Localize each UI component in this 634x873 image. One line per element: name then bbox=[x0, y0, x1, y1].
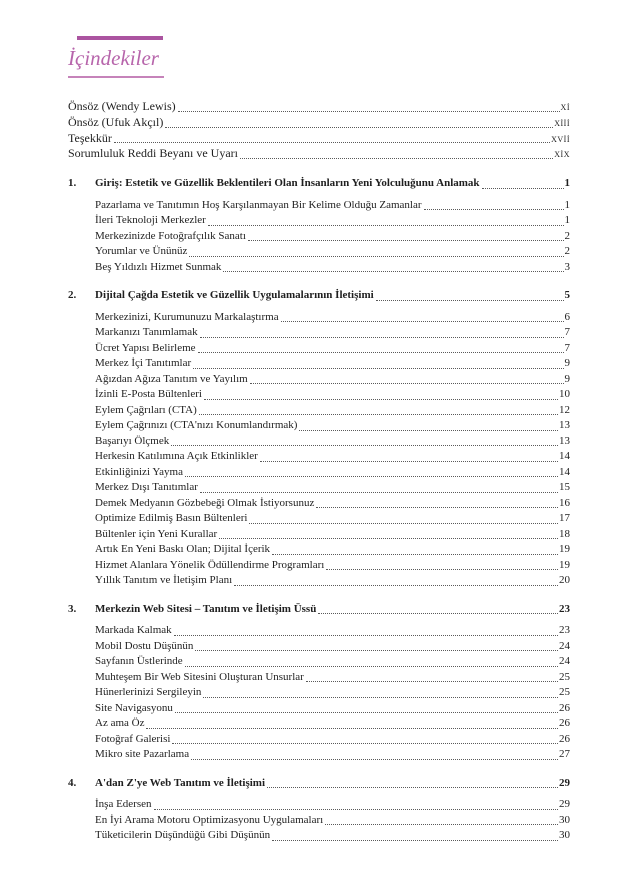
toc-entry-label: En İyi Arama Motoru Optimizasyonu Uygulamaları bbox=[95, 813, 324, 826]
toc-entry-page: 20 bbox=[559, 574, 570, 587]
toc-entry-label: Mobil Dostu Düşünün bbox=[95, 639, 194, 652]
dot-leader bbox=[185, 476, 558, 477]
dot-leader bbox=[191, 759, 558, 760]
dot-leader bbox=[193, 368, 563, 369]
dot-leader bbox=[240, 158, 553, 159]
chapter-title: Merkezin Web Sitesi – Tanıtım ve İletişim Üssü bbox=[95, 602, 317, 615]
toc-entry-label: Bültenler için Yeni Kurallar bbox=[95, 527, 218, 540]
dot-leader bbox=[325, 824, 558, 825]
toc-entry-page: 18 bbox=[559, 527, 570, 540]
toc-entry bbox=[95, 356, 570, 372]
chapter-page: 1 bbox=[564, 177, 570, 190]
toc-entry-label: Başarıyı Ölçmek bbox=[95, 434, 170, 447]
toc-entry-label: Muhteşem Bir Web Sitesini Oluşturan Unsurlar bbox=[95, 670, 304, 683]
toc-entry bbox=[95, 213, 570, 229]
toc-entry-label: Hizmet Alanlara Yönelik Ödüllendirme Programları bbox=[95, 558, 325, 571]
toc-entry-label: Önsöz (Wendy Lewis) bbox=[68, 99, 176, 114]
toc-entry bbox=[68, 115, 570, 131]
toc-entry-page: 24 bbox=[559, 655, 570, 668]
toc-entry-label: Teşekkür bbox=[68, 130, 112, 145]
toc-entry-label: Yorumlar ve Ününüz bbox=[95, 245, 188, 258]
front-matter-list bbox=[68, 99, 570, 162]
dot-leader bbox=[178, 111, 560, 112]
chapter-block bbox=[68, 176, 570, 275]
chapter-block bbox=[68, 776, 570, 844]
toc-entry bbox=[95, 670, 570, 686]
toc-entry-label: Mikro site Pazarlama bbox=[95, 748, 190, 761]
toc-entry-label: Az ama Öz bbox=[95, 717, 145, 730]
dot-leader bbox=[172, 743, 558, 744]
chapter-heading-row bbox=[68, 776, 570, 792]
toc-entry-page: 14 bbox=[559, 450, 570, 463]
chapter-list bbox=[68, 176, 570, 844]
toc-entry-page: 17 bbox=[559, 512, 570, 525]
chapter-sections bbox=[95, 310, 570, 589]
toc-entry bbox=[95, 325, 570, 341]
dot-leader bbox=[306, 681, 558, 682]
toc-entry bbox=[95, 511, 570, 527]
toc-entry-label: Merkez Dışı Tanıtımlar bbox=[95, 481, 198, 494]
dot-leader bbox=[267, 787, 558, 788]
toc-entry-label: Optimize Edilmiş Basın Bültenleri bbox=[95, 512, 248, 525]
toc-entry-label: Yıllık Tanıtım ve İletişim Planı bbox=[95, 574, 233, 587]
chapter-number: 2. bbox=[68, 289, 77, 302]
toc-entry-page: 9 bbox=[564, 372, 570, 385]
toc-entry-page: 2 bbox=[564, 229, 570, 242]
toc-entry-label: Merkezinizi, Kurumunuzu Markalaştırma bbox=[95, 310, 279, 323]
dot-leader bbox=[200, 337, 564, 338]
chapter-title: Giriş: Estetik ve Güzellik Beklentileri Olan İnsanların Yeni Yolculuğunu Anlamak bbox=[95, 177, 480, 190]
toc-entry bbox=[95, 434, 570, 450]
dot-leader bbox=[198, 352, 564, 353]
toc-entry-label: İleri Teknoloji Merkezler bbox=[95, 214, 206, 227]
toc-entry-label: Herkesin Katılımına Açık Etkinlikler bbox=[95, 450, 258, 463]
toc-entry-page: 13 bbox=[559, 434, 570, 447]
toc-entry-page: 19 bbox=[559, 558, 570, 571]
toc-entry-label: Sorumluluk Reddi Beyanı ve Uyarı bbox=[68, 146, 238, 161]
toc-entry-label: Merkez İçi Tanıtımlar bbox=[95, 357, 192, 370]
toc-entry-label: Demek Medyanın Gözbebeği Olmak İstiyorsunuz bbox=[95, 496, 315, 509]
dot-leader bbox=[482, 188, 564, 189]
toc-entry-page: 30 bbox=[559, 829, 570, 842]
toc-entry bbox=[95, 244, 570, 260]
dot-leader bbox=[234, 585, 558, 586]
toc-entry bbox=[95, 480, 570, 496]
dot-leader bbox=[175, 712, 558, 713]
toc-entry-page: 9 bbox=[564, 357, 570, 370]
dot-leader bbox=[199, 414, 558, 415]
toc-entry-page: xiii bbox=[554, 114, 570, 129]
dot-leader bbox=[249, 523, 558, 524]
dot-leader bbox=[248, 240, 564, 241]
dot-leader bbox=[154, 809, 558, 810]
toc-entry-label: Merkezinizde Fotoğrafçılık Sanatı bbox=[95, 229, 246, 242]
toc-entry-page: 25 bbox=[559, 686, 570, 699]
toc-entry-label: Ücret Yapısı Belirleme bbox=[95, 341, 196, 354]
toc-entry-label: Fotoğraf Galerisi bbox=[95, 732, 171, 745]
toc-entry-page: 24 bbox=[559, 639, 570, 652]
page-title: İçindekiler bbox=[68, 45, 164, 78]
toc-entry-page: 10 bbox=[559, 388, 570, 401]
toc-entry bbox=[68, 131, 570, 147]
toc-entry-page: 26 bbox=[559, 717, 570, 730]
dot-leader bbox=[281, 321, 564, 322]
dot-leader bbox=[204, 399, 558, 400]
toc-entry-page: 25 bbox=[559, 670, 570, 683]
masthead bbox=[68, 36, 164, 78]
toc-entry-label: Artık En Yeni Baskı Olan; Dijital İçerik bbox=[95, 543, 271, 556]
dot-leader bbox=[223, 271, 563, 272]
toc-entry-label: Markada Kalmak bbox=[95, 624, 172, 637]
dot-leader bbox=[272, 554, 558, 555]
chapter-number: 4. bbox=[68, 776, 77, 789]
toc-entry-page: 7 bbox=[564, 326, 570, 339]
toc-entry-label: Site Navigasyonu bbox=[95, 701, 173, 714]
dot-leader bbox=[195, 650, 558, 651]
toc-entry-page: 14 bbox=[559, 465, 570, 478]
toc-entry bbox=[95, 310, 570, 326]
dot-leader bbox=[185, 666, 558, 667]
toc-entry bbox=[95, 527, 570, 543]
chapter-sections bbox=[95, 198, 570, 276]
dot-leader bbox=[200, 492, 558, 493]
dot-leader bbox=[326, 569, 558, 570]
chapter-title: Dijital Çağda Estetik ve Güzellik Uygulamalarının İletişimi bbox=[95, 289, 374, 302]
chapter-title: A'dan Z'ye Web Tanıtım ve İletişimi bbox=[95, 776, 266, 789]
toc-entry-label: Pazarlama ve Tanıtımın Hoş Karşılanmayan Bir Kelime Olduğu Zamanlar bbox=[95, 198, 422, 211]
toc-entry-page: 19 bbox=[559, 543, 570, 556]
toc-entry bbox=[95, 403, 570, 419]
chapter-heading-row bbox=[68, 288, 570, 304]
toc-entry-page: 16 bbox=[559, 496, 570, 509]
dot-leader bbox=[174, 635, 558, 636]
chapter-sections bbox=[95, 623, 570, 763]
dot-leader bbox=[250, 383, 564, 384]
toc-entry bbox=[95, 229, 570, 245]
toc-entry bbox=[95, 449, 570, 465]
toc-entry-label: Eylem Çağrınızı (CTA'nızı Konumlandırmak) bbox=[95, 419, 298, 432]
toc-entry-page: 7 bbox=[564, 341, 570, 354]
toc-entry-label: Etkinliğinizi Yayma bbox=[95, 465, 183, 478]
dot-leader bbox=[171, 445, 558, 446]
toc-entry bbox=[95, 623, 570, 639]
dot-leader bbox=[316, 507, 558, 508]
dot-leader bbox=[272, 840, 558, 841]
chapter-page: 29 bbox=[559, 776, 570, 789]
masthead-accent-bar bbox=[77, 36, 163, 40]
dot-leader bbox=[260, 461, 558, 462]
chapter-heading-row bbox=[68, 602, 570, 618]
toc-entry-label: Markanızı Tanımlamak bbox=[95, 326, 198, 339]
toc-entry bbox=[95, 465, 570, 481]
toc-entry-label: Beş Yıldızlı Hizmet Sunmak bbox=[95, 260, 222, 273]
toc-entry-label: İnşa Edersen bbox=[95, 798, 152, 811]
toc-entry-page: 27 bbox=[559, 748, 570, 761]
toc-entry-page: 26 bbox=[559, 732, 570, 745]
toc-entry-page: xi bbox=[560, 99, 570, 114]
dot-leader bbox=[376, 300, 564, 301]
toc-entry bbox=[95, 639, 570, 655]
toc-entry-label: Önsöz (Ufuk Akçıl) bbox=[68, 114, 164, 129]
toc-entry-page: 1 bbox=[564, 198, 570, 211]
toc-entry-label: Tüketicilerin Düşündüğü Gibi Düşünün bbox=[95, 829, 271, 842]
toc-entry bbox=[95, 701, 570, 717]
chapter-block bbox=[68, 602, 570, 763]
toc-entry bbox=[95, 496, 570, 512]
toc-entry-label: Ağızdan Ağıza Tanıtım ve Yayılım bbox=[95, 372, 248, 385]
toc-entry bbox=[95, 387, 570, 403]
toc-entry-page: 26 bbox=[559, 701, 570, 714]
toc-entry bbox=[95, 260, 570, 276]
toc-entry-page: xix bbox=[554, 146, 570, 161]
toc-entry bbox=[95, 654, 570, 670]
toc-entry-label: Eylem Çağrıları (CTA) bbox=[95, 403, 197, 416]
toc-entry bbox=[68, 146, 570, 162]
toc-entry bbox=[68, 99, 570, 115]
toc-entry bbox=[95, 542, 570, 558]
toc-entry bbox=[95, 372, 570, 388]
toc-entry-page: 1 bbox=[564, 214, 570, 227]
toc-entry bbox=[95, 198, 570, 214]
chapter-heading-row bbox=[68, 176, 570, 192]
dot-leader bbox=[424, 209, 564, 210]
chapter-sections bbox=[95, 797, 570, 844]
toc-entry-label: İzinli E-Posta Bültenleri bbox=[95, 388, 202, 401]
toc-entry-label: Hünerlerinizi Sergileyin bbox=[95, 686, 202, 699]
toc-entry-page: 6 bbox=[564, 310, 570, 323]
toc-entry-page: 23 bbox=[559, 624, 570, 637]
dot-leader bbox=[219, 538, 558, 539]
toc-entry bbox=[95, 828, 570, 844]
toc-entry-page: 13 bbox=[559, 419, 570, 432]
dot-leader bbox=[165, 127, 553, 128]
dot-leader bbox=[189, 256, 563, 257]
chapter-page: 23 bbox=[559, 602, 570, 615]
dot-leader bbox=[208, 225, 564, 226]
dot-leader bbox=[114, 142, 550, 143]
dot-leader bbox=[299, 430, 558, 431]
toc-entry-label: Sayfanın Üstlerinde bbox=[95, 655, 183, 668]
toc-entry-page: 29 bbox=[559, 798, 570, 811]
chapter-block bbox=[68, 288, 570, 589]
toc-entry-page: xvii bbox=[551, 130, 570, 145]
toc-entry bbox=[95, 558, 570, 574]
toc-entry-page: 3 bbox=[564, 260, 570, 273]
chapter-page: 5 bbox=[564, 289, 570, 302]
toc-entry bbox=[95, 732, 570, 748]
dot-leader bbox=[146, 728, 558, 729]
toc-entry bbox=[95, 573, 570, 589]
toc-entry-page: 30 bbox=[559, 813, 570, 826]
toc-entry bbox=[95, 747, 570, 763]
toc-entry bbox=[95, 341, 570, 357]
toc-entry-page: 12 bbox=[559, 403, 570, 416]
toc-entry bbox=[95, 813, 570, 829]
dot-leader bbox=[203, 697, 558, 698]
toc-entry bbox=[95, 418, 570, 434]
toc-entry bbox=[95, 797, 570, 813]
toc-entry-page: 2 bbox=[564, 245, 570, 258]
dot-leader bbox=[318, 613, 558, 614]
chapter-number: 3. bbox=[68, 602, 77, 615]
toc-entry-page: 15 bbox=[559, 481, 570, 494]
toc-entry bbox=[95, 716, 570, 732]
toc-entry bbox=[95, 685, 570, 701]
chapter-number: 1. bbox=[68, 177, 77, 190]
